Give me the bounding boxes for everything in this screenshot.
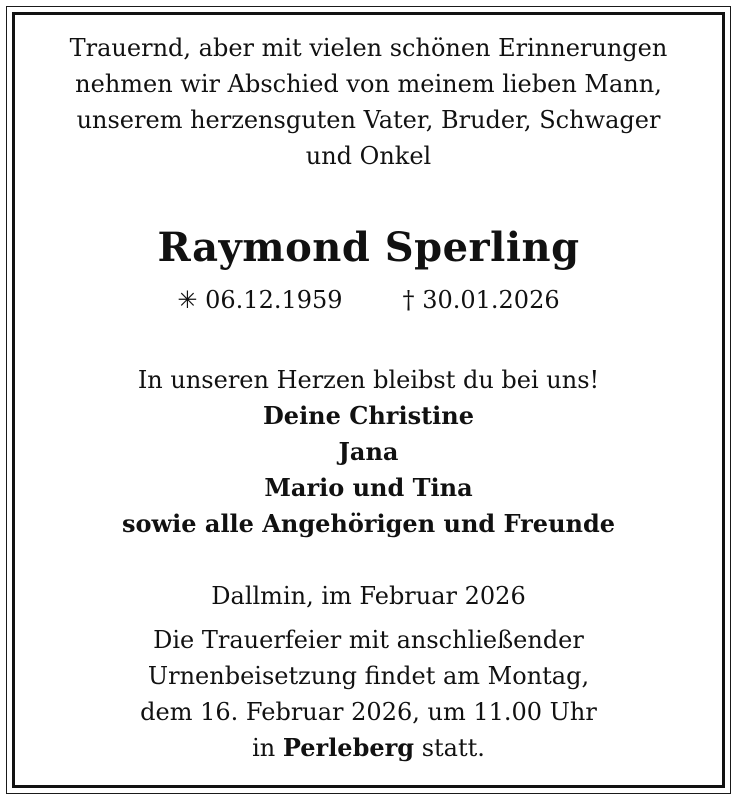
cross-icon: † xyxy=(402,286,415,314)
farewell-line: In unseren Herzen bleibst du bei uns! xyxy=(137,366,600,394)
intro-line: und Onkel xyxy=(305,142,432,170)
service-info xyxy=(0,622,737,766)
mourner-line: Jana xyxy=(338,437,399,466)
service-line: Urnenbeisetzung findet am Montag, xyxy=(147,662,590,690)
farewell-block xyxy=(0,362,737,542)
life-dates xyxy=(0,282,737,318)
place-date: Dallmin, im Februar 2026 xyxy=(211,582,526,610)
birth-date-group xyxy=(177,282,342,318)
service-location: Perleberg xyxy=(282,733,415,762)
deceased-name: Raymond Sperling xyxy=(157,224,580,271)
service-suffix: statt. xyxy=(421,734,485,762)
service-line-location xyxy=(0,730,737,766)
birth-date: 06.12.1959 xyxy=(205,286,343,314)
intro-line: unserem herzensguten Vater, Bruder, Schwager xyxy=(76,106,661,134)
mourner-line: Deine Christine xyxy=(262,401,475,430)
intro-line: nehmen wir Abschied von meinem lieben Mann, xyxy=(75,70,662,98)
intro-line: Trauernd, aber mit vielen schönen Erinnerungen xyxy=(69,34,668,62)
service-prefix: in xyxy=(252,734,276,762)
mourner-line: sowie alle Angehörigen und Freunde xyxy=(121,509,616,538)
service-line: dem 16. Februar 2026, um 11.00 Uhr xyxy=(140,698,597,726)
death-date: 30.01.2026 xyxy=(422,286,560,314)
intro-text xyxy=(0,30,737,174)
mourner-line: Mario und Tina xyxy=(264,473,473,502)
service-line: Die Trauerfeier mit anschließender xyxy=(153,626,584,654)
birth-star-icon: ✳ xyxy=(177,286,198,314)
death-date-group xyxy=(403,282,560,318)
